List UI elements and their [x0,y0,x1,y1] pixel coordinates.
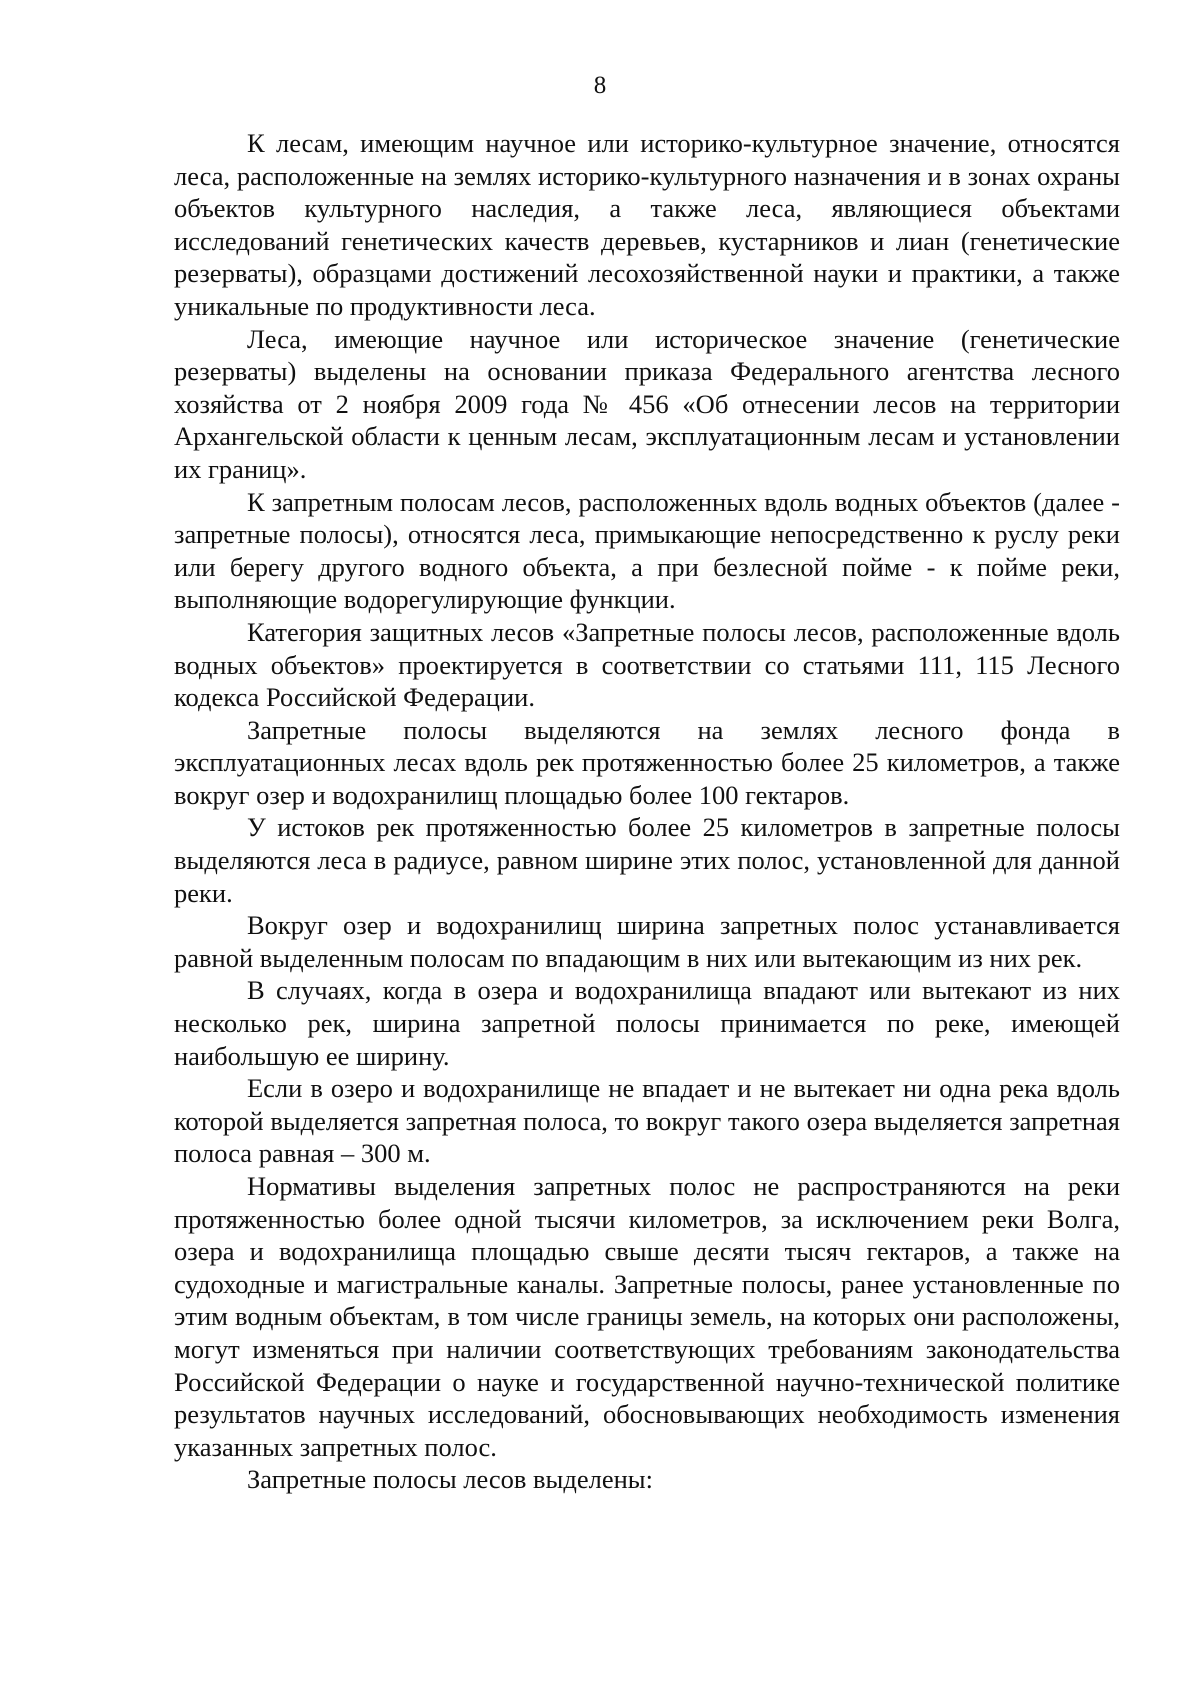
paragraph: К запретным полосам лесов, расположенных вдоль водных объектов (далее - запретные полосы), относятся леса, примыкающие непосредственно к руслу реки или берегу другого водного объекта, а при безлесной пойме - к пойме реки, выполняющие водорегулирующие функции. [174,486,1120,615]
paragraph: Запретные полосы выделяются на землях лесного фонда в эксплуатационных лесах вдоль рек протяженностью более 25 километров, а также вокруг озер и водохранилищ площадью более 100 гектаров. [174,714,1120,810]
body-text [174,127,1120,1496]
paragraph: Категория защитных лесов «Запретные полосы лесов, расположенные вдоль водных объектов» проектируется в соответствии со статьями 111, 115 Лесного кодекса Российской Федерации. [174,616,1120,713]
paragraph: Если в озеро и водохранилище не впадает и не вытекает ни одна река вдоль которой выделяется запретная полоса, то вокруг такого озера выделяется запретная полоса равная – 300 м. [174,1073,1120,1169]
paragraph: Леса, имеющие научное или историческое значение (генетические резерваты) выделены на основании приказа Федерального агентства лесного хозяйства от 2 ноября 2009 года № 456 «Об отнесении лесов на территории Архангельской области к ценным лесам, эксплуатационным лесам и установлении их границ». [174,323,1120,484]
paragraph: Запретные полосы лесов выделены: [247,1464,653,1495]
paragraph: В случаях, когда в озера и водохранилища впадают или вытекают из них несколько рек, ширина запретной полосы принимается по реке, имеющей наибольшую ее ширину. [174,975,1120,1071]
paragraph: Вокруг озер и водохранилищ ширина запретных полос устанавливается равной выделенным полосам по впадающим в них или вытекающим из них рек. [174,910,1120,973]
page-number: 8 [593,72,607,99]
paragraph: Нормативы выделения запретных полос не распространяются на реки протяженностью более одной тысячи километров, за исключением реки Волга, озера и водохранилища площадью свыше десяти тысяч гектаров, а также на судоходные и магистральные каналы. Запретные полосы, ранее установленные по этим водным объектам, в том числе границы земель, на которых они расположены, могут изменяться при наличии соответствующих требованиям законодательства Российской Федерации о науке и государственной научно-технической политике результатов научных исследований, обосновывающих необходимость изменения указанных запретных полос. [174,1171,1120,1462]
paragraph: К лесам, имеющим научное или историко-культурное значение, относятся леса, расположенные на землях историко-культурного назначения и в зонах охраны объектов культурного наследия, а также леса, являющиеся объектами исследований генетических качеств деревьев, кустарников и лиан (генетические резерваты), образцами достижений лесохозяйственной науки и практики, а также уникальные по продуктивности леса. [174,128,1120,321]
paragraph: У истоков рек протяженностью более 25 километров в запретные полосы выделяются леса в радиусе, равном ширине этих полос, установленной для данной реки. [174,812,1120,908]
